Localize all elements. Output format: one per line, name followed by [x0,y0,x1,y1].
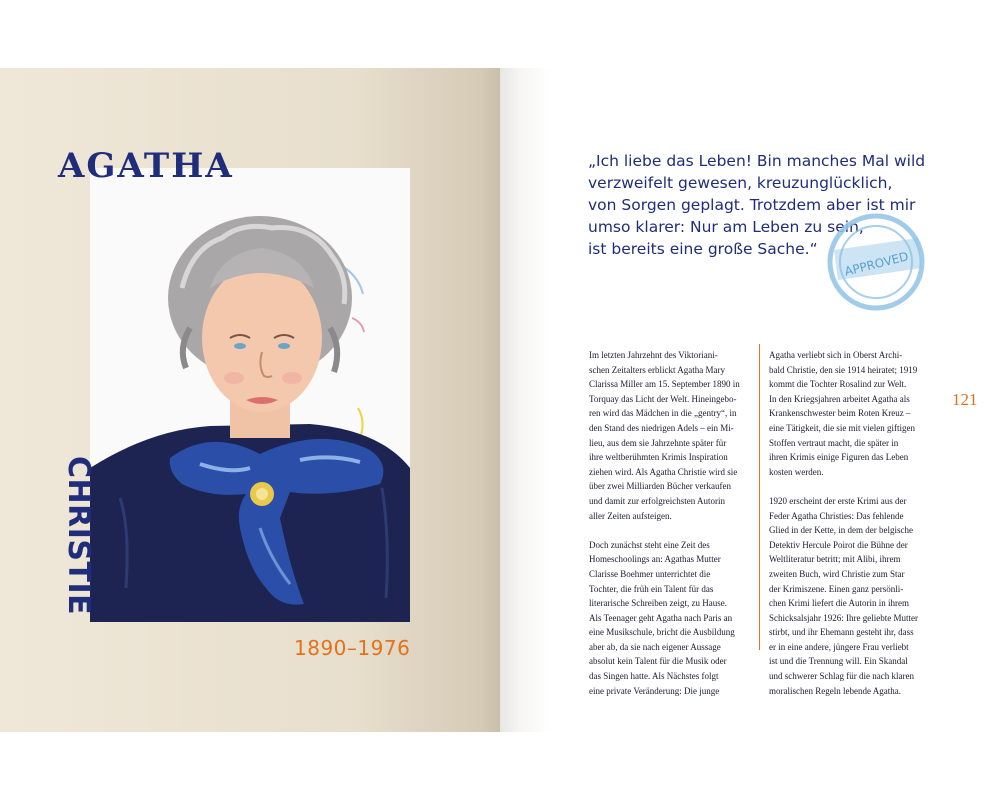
body-column-right [769,348,947,713]
text-line: literarische Schreiben zeigt, zu Hause. [589,598,727,609]
text-line: eine Musikschule, bricht die Ausbildung [589,627,735,638]
text-line: Agatha verliebt sich in Oberst Archi- [769,350,903,360]
quote-line: „Ich liebe das Leben! Bin manches Mal wild [588,152,926,170]
text-line: chen Krimi liefert die Autorin in ihrem [769,598,909,609]
text-line: Stoffen vertraut macht, die später in [769,437,899,448]
body-column-left [589,348,749,713]
quote-line: umso klarer: Nur am Leben zu sein, [588,218,864,236]
text-line: eine private Veränderung: Die junge [589,685,720,696]
last-name-vertical-heading: CHRISTIE [61,456,96,616]
stamp-text: APPROVED [843,249,910,279]
text-line: Krankenschwester beim Roten Kreuz – [769,408,911,419]
text-line: bald Christie, den sie 1914 heiratet; 1919 [769,364,918,375]
text-line: ziehen wird. Als Agatha Christie wird sie [589,466,738,477]
text-line: und damit zur erfolgreichsten Autorin [589,495,725,506]
text-line: Tochter, die früh ein Talent für das [589,583,714,594]
paragraph [769,494,947,698]
paragraph [769,348,947,479]
text-line: Homeschoolings an: Agathas Mutter [589,554,721,565]
text-line: und schwerer Schlag für die nach klaren [769,671,914,682]
text-line: kommt die Tochter Rosalind zur Welt. [769,379,907,390]
text-line: Clarisse Boehmer unterrichtet die [589,568,711,579]
text-line: lieu, aus dem sie Jahrzehnte später für [589,437,727,448]
quote-line: ist bereits eine große Sache.“ [588,240,818,258]
text-line: kosten werden. [769,466,824,477]
text-line: aller Zeiten aufsteigen. [589,510,672,521]
text-line: Glied in der Kette, in dem der belgische [769,525,913,536]
text-line: ren wird das Mädchen in die „gentry“, in [589,408,737,419]
text-line: eine Tätigkeit, die sie mit vielen giftigen [769,422,916,433]
text-line: 1920 erscheint der erste Krimi aus der [769,495,907,506]
text-line: Im letzten Jahrzehnt des Viktoriani- [589,350,718,360]
text-line: stirbt, und ihr Ehemann gesteht ihr, dass [769,627,914,638]
text-line: ist und die Trennung will. Ein Skandal [769,656,908,667]
quote-line: verzweifelt gewesen, kreuzunglücklich, [588,174,893,192]
life-years: 1890–1976 [294,636,411,660]
text-line: Torquay das Licht der Welt. Hineingebo- [589,393,737,404]
text-line: In den Kriegsjahren arbeitet Agatha als [769,393,910,404]
text-line: ihre weltberühmten Krimis Inspiration [589,452,728,463]
text-line: er in eine andere, jüngere Frau verliebt [769,641,909,652]
portrait-drawing [90,168,410,622]
text-line: über zwei Milliarden Bücher verkaufen [589,481,731,492]
portrait-illustration [90,168,410,622]
text-line: Als Teenager geht Agatha nach Paris an [589,612,733,623]
first-name-heading: AGATHA [58,146,234,186]
text-line: Detektiv Hercule Poirot die Bühne der [769,539,908,550]
text-line: Weltliteratur betritt; mit Alibi, ihrem [769,554,901,565]
text-line: schen Zeitalters erblickt Agatha Mary [589,364,725,375]
text-line: den Stand des niedrigen Adels – ein Mi- [589,422,734,433]
text-line: aber ab, da sie nach eigener Aussage [589,641,721,652]
quote-line: von Sorgen geplagt. Trotzdem aber ist mir [588,196,916,214]
page-number: 121 [952,390,978,409]
text-line: moralischen Regeln lebende Agatha. [769,685,901,696]
text-line: der Krimiszene. Einen ganz persönli- [769,583,904,594]
column-divider [759,344,760,650]
text-line: Clarissa Miller am 15. September 1890 in [589,379,740,390]
text-line: Schicksalsjahr 1926: Ihre geliebte Mutter [769,612,918,623]
text-line: zweiten Buch, wird Christie zum Star [769,568,905,579]
text-line: Feder Agatha Christies: Das fehlende [769,510,904,521]
text-line: das Singen hatte. Als Nächstes folgt [589,671,719,682]
paragraph [589,538,749,699]
text-line: Doch zunächst steht eine Zeit des [589,539,710,550]
text-line: ihren Krimis einige Figuren das Leben [769,452,909,463]
approved-stamp-icon [824,210,928,314]
text-line: absolut kein Talent für die Musik oder [589,656,727,667]
paragraph [589,348,749,523]
